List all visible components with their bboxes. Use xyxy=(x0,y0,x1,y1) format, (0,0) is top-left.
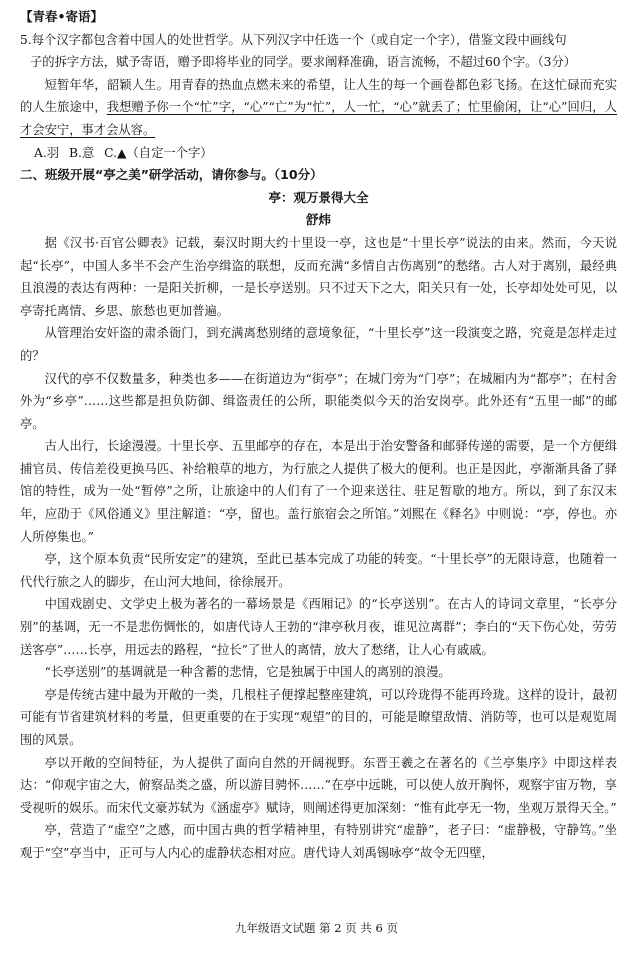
article-paragraph: 古人出行，长途漫漫。十里长亭、五里邮亭的存在，本是出于治安警备和邮驿传递的需要，是一个方便缉捕官员、传信差役更换马匹、补给粮草的地方，为行旅之人提供了极大的便利。也正是因此，亭渐渐具备了驿馆的特性，成为一处“暂停”之所，让旅途中的人们有了一个迎来送往、驻足暂歇的地方。所以，到了东汉末年，应劭于《风俗通义》里注解道：“亭，留也。盖行旅宿会之所馆。”刘熙在《释名》中则说：“亭，停也。亦人所停集也。” xyxy=(20,439,617,544)
article-paragraph: “长亭送别”的基调就是一种含蓄的悲情，它是独属于中国人的离别的浪漫。 xyxy=(44,665,451,680)
question-5-prompt-line1: 5.每个汉字都包含着中国人的处世哲学。从下列汉字中任选一个（或自定一个字），借鉴文段中画线句 xyxy=(20,32,567,47)
page-footer: 九年级语文试题 第 2 页 共 6 页 xyxy=(234,921,399,936)
question-5-options: A.羽 B.意 C.▲（自定一个字） xyxy=(34,145,213,160)
section-2-heading: 二、班级开展“亭之美”研学活动，请你参与。（10分） xyxy=(20,167,323,183)
question-5-prompt-line2: 子的拆字方法，赋予寄语，赠予即将毕业的同学。要求阐释准确，语言流畅，不超过60个字。（3分） xyxy=(30,55,577,70)
reading-article xyxy=(20,187,617,865)
section-tag: 【青春•寄语】 xyxy=(20,9,103,24)
question-5-passage xyxy=(20,74,617,142)
article-title: 亭：观万景得大全 xyxy=(268,189,369,205)
article-paragraph: 从管理治安奸盗的肃杀衙门，到充满离愁别绪的意境象征，“十里长亭”这一段演变之路，究竟是怎样走过的？ xyxy=(20,326,617,363)
passage-underlined-sentence: 我想赠予你一个“忙”字，“心”“亡”为“忙”，人一忙，“心”就丢了；忙里偷闲，让“心”回归，人才会安宁，事才会从容。 xyxy=(20,100,617,137)
article-paragraph: 亭，这个原本负责“民所安定”的建筑，至此已基本完成了功能的转变。“十里长亭”的无限诗意，也随着一代代行旅之人的脚步，在山河大地间，徐徐展开。 xyxy=(20,552,617,589)
question-5 xyxy=(20,29,617,165)
article-paragraph: 汉代的亭不仅数量多，种类也多——在街道边为“街亭”；在城门旁为“门亭”；在城厢内为“都亭”；在村舍外为“乡亭”……这些都是担负防御、缉盗责任的公所，职能类似今天的治安岗亭。此外还有“五里一邮”的邮亭。 xyxy=(20,371,617,431)
article-paragraph: 据《汉书·百官公卿表》记载，秦汉时期大约十里设一亭，这也是“十里长亭”说法的由来。然而，今天说起“长亭”，中国人多半不会产生治亭缉盗的联想，反而充满“多情自古伤离别”的愁绪。古人对于离别，最经典且浪漫的表达有两种：一是阳关折柳，一是长亭送别。只不过天下之大，阳关只有一处，长亭却处处可见，以亭寄托离情、乡思、旅愁也更加普遍。 xyxy=(20,235,617,318)
article-paragraph: 中国戏剧史、文学史上极为著名的一幕场景是《西厢记》的“长亭送别”。在古人的诗词文章里，“长亭分别”的基调，无一不是悲伤惆怅的，如唐代诗人王勃的“津亭秋月夜，谁见泣离群”；李白的“天下伤心处，劳劳送客亭”……长亭，用远去的路程，“拉长”了世人的离情，放大了愁绪，让人心有戚戚。 xyxy=(20,597,617,657)
passage-plain-text: 短暂年华，韶颖人生。用青春的热血点燃未来的希望，让人生的每一个画卷都色彩飞扬。在这忙碌而充实的人生旅途中， xyxy=(20,77,617,115)
article-paragraph: 亭以开敞的空间特征，为人提供了面向自然的开阔视野。东晋王羲之在著名的《兰亭集序》中即这样表达：“仰观宇宙之大，俯察品类之盛，所以游目骋怀……”在亭中远眺，可以使人放开胸怀，观察宇宙万物，享受视听的娱乐。而宋代文豪苏轼为《涵虚亭》赋诗，则阐述得更加深刻：“惟有此亭无一物，坐观万景得天全。” xyxy=(20,755,617,815)
article-paragraph: 亭是传统古建中最为开敞的一类，几根柱子便撑起整座建筑，可以玲珑得不能再玲珑。这样的设计，最初可能有节省建筑材料的考量，但更重要的在于实现“观望”的目的，可能是瞭望敌情、消防等，也可以是观览周围的风景。 xyxy=(20,687,617,747)
article-author: 舒炜 xyxy=(305,212,331,228)
article-paragraph: 亭，营造了“虚空”之感，而中国古典的哲学精神里，有特别讲究“虚静”，老子曰：“虚静极，守静笃。”坐观于“空”亭当中，正可与人内心的虚静状态相对应。唐代诗人刘禹锡咏亭“故令无四壁， xyxy=(20,823,617,860)
